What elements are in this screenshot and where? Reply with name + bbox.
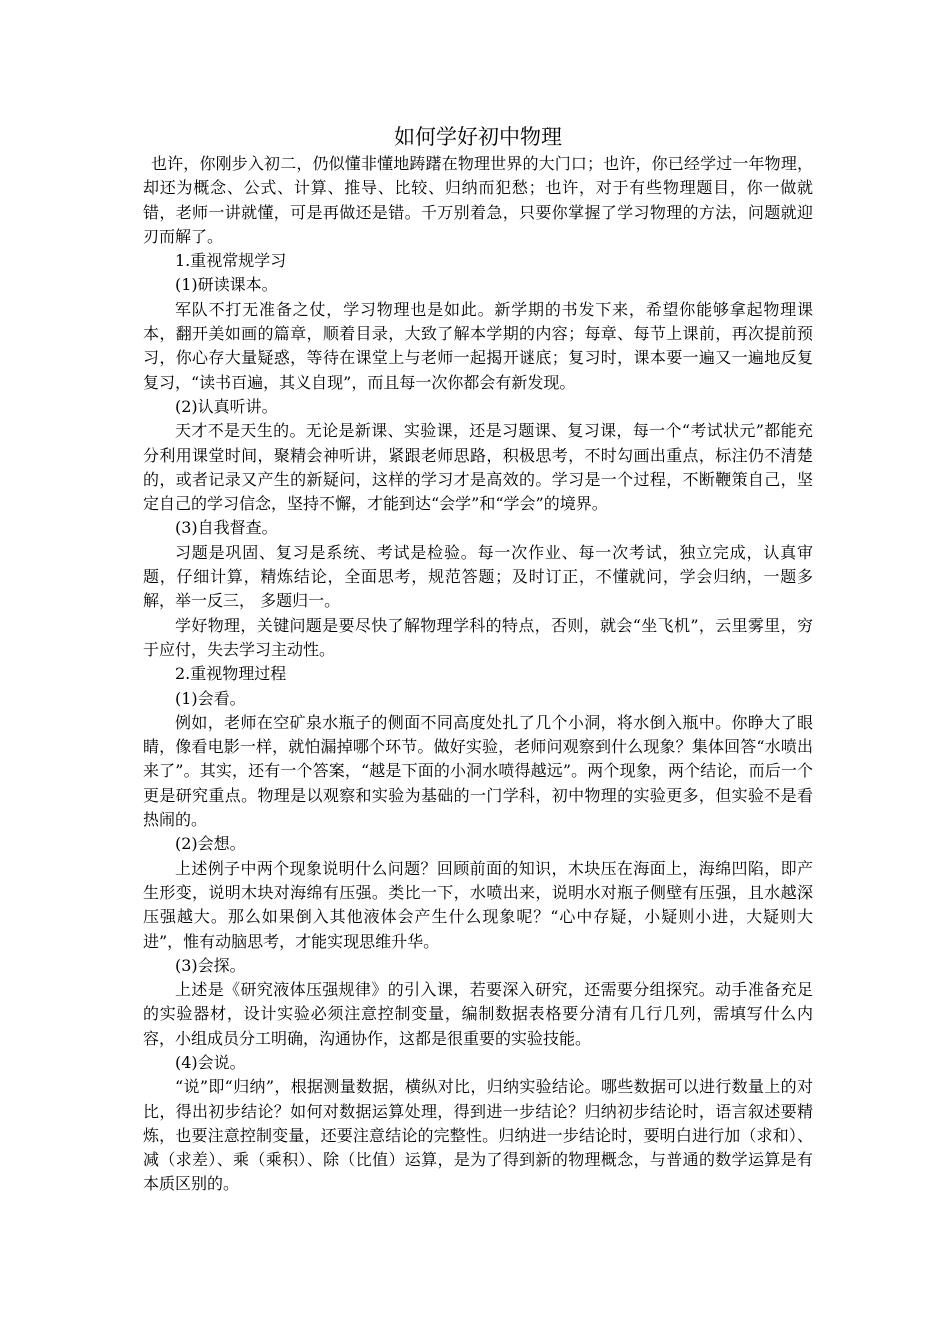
subheading-think: (2)会想。 bbox=[175, 834, 246, 854]
paragraph-self-check: 习题是巩固、复习是系统、考试是检验。每一次作业、每一次考试，独立完成，认真审题，仔细计算，精炼结论，全面思考，规范答题；及时订正，不懂就问，学会归纳，一题多解，举一反三， 多题归一。 bbox=[143, 542, 813, 611]
subheading-listen: (2)认真听讲。 bbox=[175, 396, 278, 416]
paragraph-read-textbook: 军队不打无准备之仗，学习物理也是如此。新学期的书发下来，希望你能够拿起物理课本，翻开美如画的篇章，顺着目录，大致了解本学期的内容；每章、每节上课前，再次提前预习，你心存大量疑惑，等待在课堂上与老师一起揭开谜底；复习时，课本要一遍又一遍地反复复习，“读书百遍，其义自现”，而且每一次你都会有新发现。 bbox=[143, 299, 813, 392]
document-page bbox=[143, 122, 813, 1197]
paragraph-observe: 例如，老师在空矿泉水瓶子的侧面不同高度处扎了几个小洞，将水倒入瓶中。你睁大了眼睛，像看电影一样，就怕漏掉哪个环节。做好实验，老师问观察到什么现象？集体回答“水喷出来了”。其实，还有一个答案，“越是下面的小洞水喷得越远”。两个现象，两个结论，而后一个更是研究重点。物理是以观察和实验为基础的一门学科，初中物理的实验更多，但实验不是看热闹的。 bbox=[143, 712, 813, 830]
subheading-speak: (4)会说。 bbox=[175, 1052, 246, 1072]
document-title: 如何学好初中物理 bbox=[394, 125, 562, 149]
section-heading-1: 1.重视常规学习 bbox=[175, 251, 287, 271]
subheading-self-check: (3)自我督查。 bbox=[175, 518, 278, 538]
subheading-observe: (1)会看。 bbox=[175, 688, 246, 708]
paragraph-explore: 上述是《研究液体压强规律》的引入课，若要深入研究，还需要分组探究。动手准备充足的实验器材，设计实验必须注意控制变量，编制数据表格要分清有几行几列，需填写什么内容，小组成员分工明确，沟通协作，这都是很重要的实验技能。 bbox=[143, 980, 813, 1048]
paragraph-key-point: 学好物理，关键问题是要尽快了解物理学科的特点，否则，就会“坐飞机”，云里雾里，穷于应付，失去学习主动性。 bbox=[143, 615, 813, 659]
paragraph-listen: 天才不是天生的。无论是新课、实验课，还是习题课、复习课，每一个“考试状元”都能充分利用课堂时间，聚精会神听讲，紧跟老师思路，积极思考，不时勾画出重点，标注仍不清楚的，或者记录又产生的新疑问，这样的学习才是高效的。学习是一个过程，不断鞭策自己，坚定自己的学习信念，坚持不懈，才能到达“会学”和“学会”的境界。 bbox=[143, 421, 813, 514]
subheading-explore: (3)会探。 bbox=[175, 955, 246, 975]
intro-paragraph: 也许，你刚步入初二，仍似懂非懂地踌躇在物理世界的大门口；也许，你已经学过一年物理，却还为概念、公式、计算、推导、比较、归纳而犯愁；也许，对于有些物理题目，你一做就错，老师一讲就懂，可是再做还是错。千万别着急，只要你掌握了学习物理的方法，问题就迎刃而解了。 bbox=[143, 154, 813, 246]
paragraph-speak: “说”即“归纳”，根据测量数据，横纵对比，归纳实验结论。哪些数据可以进行数量上的对比，得出初步结论？如何对数据运算处理，得到进一步结论？归纳初步结论时，语言叙述要精炼，也要注意控制变量，还要注意结论的完整性。归纳进一步结论时，要明白进行加（求和）、减（求差）、乘（乘积）、除（比值）运算，是为了得到新的物理概念，与普通的数学运算是有本质区别的。 bbox=[143, 1077, 813, 1194]
paragraph-think: 上述例子中两个现象说明什么问题？回顾前面的知识，木块压在海面上，海绵凹陷，即产生形变，说明木块对海绵有压强。类比一下，水喷出来，说明水对瓶子侧壁有压强，且水越深压强越大。那么如果倒入其他液体会产生什么现象呢？“心中存疑，小疑则小进，大疑则大进”，惟有动脑思考，才能实现思维升华。 bbox=[143, 858, 813, 951]
subheading-read-textbook: (1)研读课本。 bbox=[175, 275, 278, 295]
section-heading-2: 2.重视物理过程 bbox=[175, 664, 287, 684]
